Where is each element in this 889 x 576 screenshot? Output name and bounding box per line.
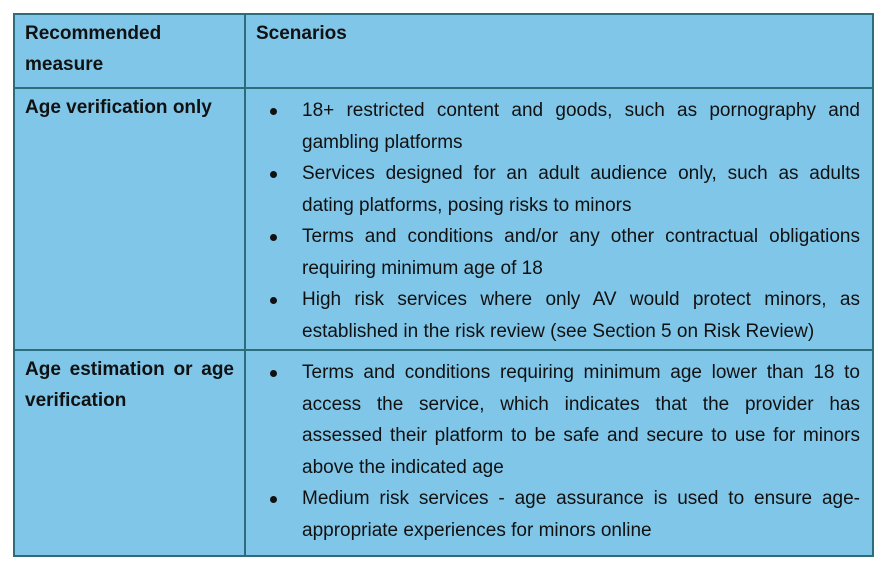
list-item [246,357,860,483]
scenario-text: Terms and conditions and/or any other contractual obligations requiring minimum age of 18 [302,226,860,279]
header-cell-measure [14,14,245,88]
scenario-text: Medium risk services - age assurance is used to ensure age-appropriate experiences for minors online [302,488,860,541]
list-item [246,158,860,221]
scenarios-cell [245,88,873,350]
header-measure-label: Recommended measure [25,23,162,75]
bullet-icon [270,108,277,115]
measure-cell [14,88,245,350]
scenario-text: Services designed for an adult audience only, such as adults dating platforms, posing risks to minors [302,163,860,216]
list-item [246,221,860,284]
list-item [246,284,860,347]
scenario-text: High risk services where only AV would protect minors, as established in the risk review (see Section 5 on Risk Review) [302,289,860,342]
header-cell-scenarios [245,14,873,88]
measures-table [13,13,874,557]
measure-label: Age verification only [25,97,212,118]
table-header-row [14,14,873,88]
bullet-icon [270,234,277,241]
measure-cell [14,350,245,556]
list-item [246,95,860,158]
bullet-icon [270,370,277,377]
list-item [246,483,860,546]
scenario-list [246,351,872,546]
measure-label: Age estimation or age verification [25,359,234,411]
table-row [14,350,873,556]
scenario-text: 18+ restricted content and goods, such as pornography and gambling platforms [302,100,860,153]
header-scenarios-label: Scenarios [256,23,347,44]
bullet-icon [270,171,277,178]
table-row [14,88,873,350]
bullet-icon [270,496,277,503]
scenarios-cell [245,350,873,556]
bullet-icon [270,297,277,304]
scenario-list [246,89,872,347]
scenario-text: Terms and conditions requiring minimum age lower than 18 to access the service, which indicates that the provider has assessed their platform to be safe and secure to use for minors above the indicated age [302,362,860,478]
